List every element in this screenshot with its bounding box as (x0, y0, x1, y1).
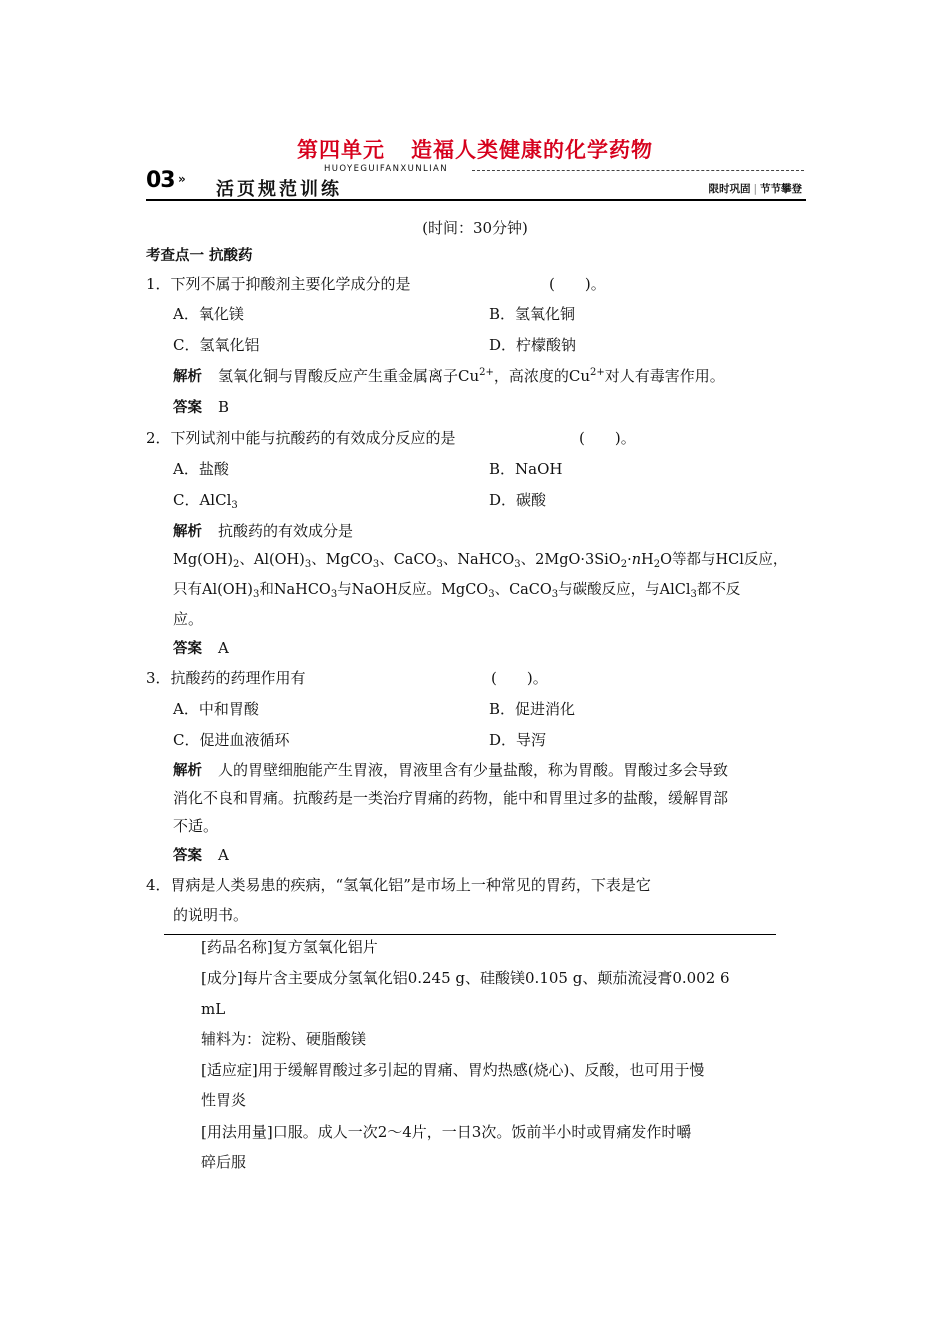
q3-analysis-line-2: 消化不良和胃痛。抗酸药是一类治疗胃痛的药物，能中和胃里过多的盐酸，缓解胃部 (173, 789, 729, 807)
q3-analysis: 解析 人的胃壁细胞能产生胃液，胃液里含有少量盐酸，称为胃酸。胃酸过多会导致 (173, 761, 729, 779)
time-note: (时间：30分钟) (422, 219, 528, 237)
question-1-stem: 1．下列不属于抑酸剂主要化学成分的是 (146, 275, 411, 293)
section-number: 03 (146, 168, 175, 193)
q2-option-b: B．NaOH (489, 460, 563, 478)
leaflet-excipients: 辅料为：淀粉、硬脂酸镁 (201, 1030, 367, 1048)
q2-analysis-line-3: 只有$Al(OH)_3$和NaHCO$_3$与NaOH反应。MgCO$_3$、CaCO$_3$与碳酸反应，与AlCl$_3$都不反 (173, 582, 741, 600)
q2-answer: 答案 A (173, 639, 229, 657)
section-pinyin: HUOYEGUIFANXUNLIAN (324, 164, 449, 174)
question-2-stem: 2．下列试剂中能与抗酸药的有效成分反应的是 (146, 429, 456, 447)
leaflet-top-rule (164, 934, 776, 935)
question-3-blank: ( )。 (491, 669, 548, 687)
q3-answer: 答案 A (173, 846, 229, 864)
leaflet-drug-name: [药品名称]复方氢氧化铝片 (201, 938, 378, 956)
section-heading: 活页规范训练 (216, 179, 342, 200)
section-rule (146, 199, 806, 201)
question-2-blank: ( )。 (579, 429, 636, 447)
q3-option-a: A．中和胃酸 (173, 700, 259, 718)
section-tagline: 限时巩固 | 节节攀登 (708, 183, 802, 195)
page-title (0, 134, 950, 164)
leaflet-dosage: [用法用量]口服。成人一次2～4片，一日3次。饭前半小时或胃痛发作时嚼 (201, 1123, 692, 1141)
q2-option-c: C．AlCl$_3$ (173, 491, 238, 511)
question-4-stem: 4．胃病是人类易患的疾病，“氢氧化铝”是市场上一种常见的胃药，下表是它 (146, 876, 651, 894)
leaflet-indications-line-2: 性胃炎 (201, 1091, 247, 1109)
q1-answer: 答案 B (173, 398, 230, 416)
q3-option-d: D．导泻 (489, 731, 547, 749)
topic-heading: 考查点一 抗酸药 (146, 248, 253, 264)
q2-option-a: A．盐酸 (173, 460, 229, 478)
q3-analysis-line-3: 不适。 (173, 817, 219, 835)
q1-option-b: B．氢氧化铜 (489, 305, 576, 323)
section-band (146, 164, 806, 204)
q1-option-a: A．氧化镁 (173, 305, 244, 323)
unit-topic: 造福人类健康的化学药物 (411, 138, 653, 162)
chevron-right-icon: » (178, 172, 186, 186)
q2-analysis-line-4: 应。 (173, 610, 204, 628)
q2-analysis: 解析 抗酸药的有效成分是 (173, 522, 354, 540)
q2-option-d: D．碳酸 (489, 491, 547, 509)
leaflet-ingredients: [成分]每片含主要成分氢氧化铝0.245 g、硅酸镁0.105 g、颠茄流浸膏0.002 6 (201, 969, 730, 987)
leaflet-ingredients-unit: mL (201, 1000, 226, 1018)
q1-option-c: C．氢氧化铝 (173, 336, 260, 354)
question-3-stem: 3．抗酸药的药理作用有 (146, 669, 306, 687)
q3-option-c: C．促进血液循环 (173, 731, 290, 749)
unit-label: 第四单元 (297, 138, 385, 162)
q1-option-d: D．柠檬酸钠 (489, 336, 577, 354)
dotted-divider (472, 170, 804, 171)
q3-option-b: B．促进消化 (489, 700, 576, 718)
leaflet-dosage-line-2: 碎后服 (201, 1153, 247, 1171)
question-1-blank: ( )。 (549, 275, 606, 293)
q1-analysis: 解析 氢氧化铜与胃酸反应产生重金属离子$Cu^{2+}$，高浓度的$Cu^{2+}$对人有毒害作用。 (173, 367, 725, 385)
question-4-stem-line-2: 的说明书。 (173, 906, 249, 924)
leaflet-indications: [适应症]用于缓解胃酸过多引起的胃痛、胃灼热感(烧心)、反酸，也可用于慢 (201, 1061, 705, 1079)
q2-analysis-line-2: $Mg(OH)_2$、$Al(OH)_3$、MgCO$_3$、CaCO$_3$、NaHCO$_3$、$2MgO\cdot 3SiO_2\cdot nH_2O$等都与HCl反应， (173, 552, 788, 570)
